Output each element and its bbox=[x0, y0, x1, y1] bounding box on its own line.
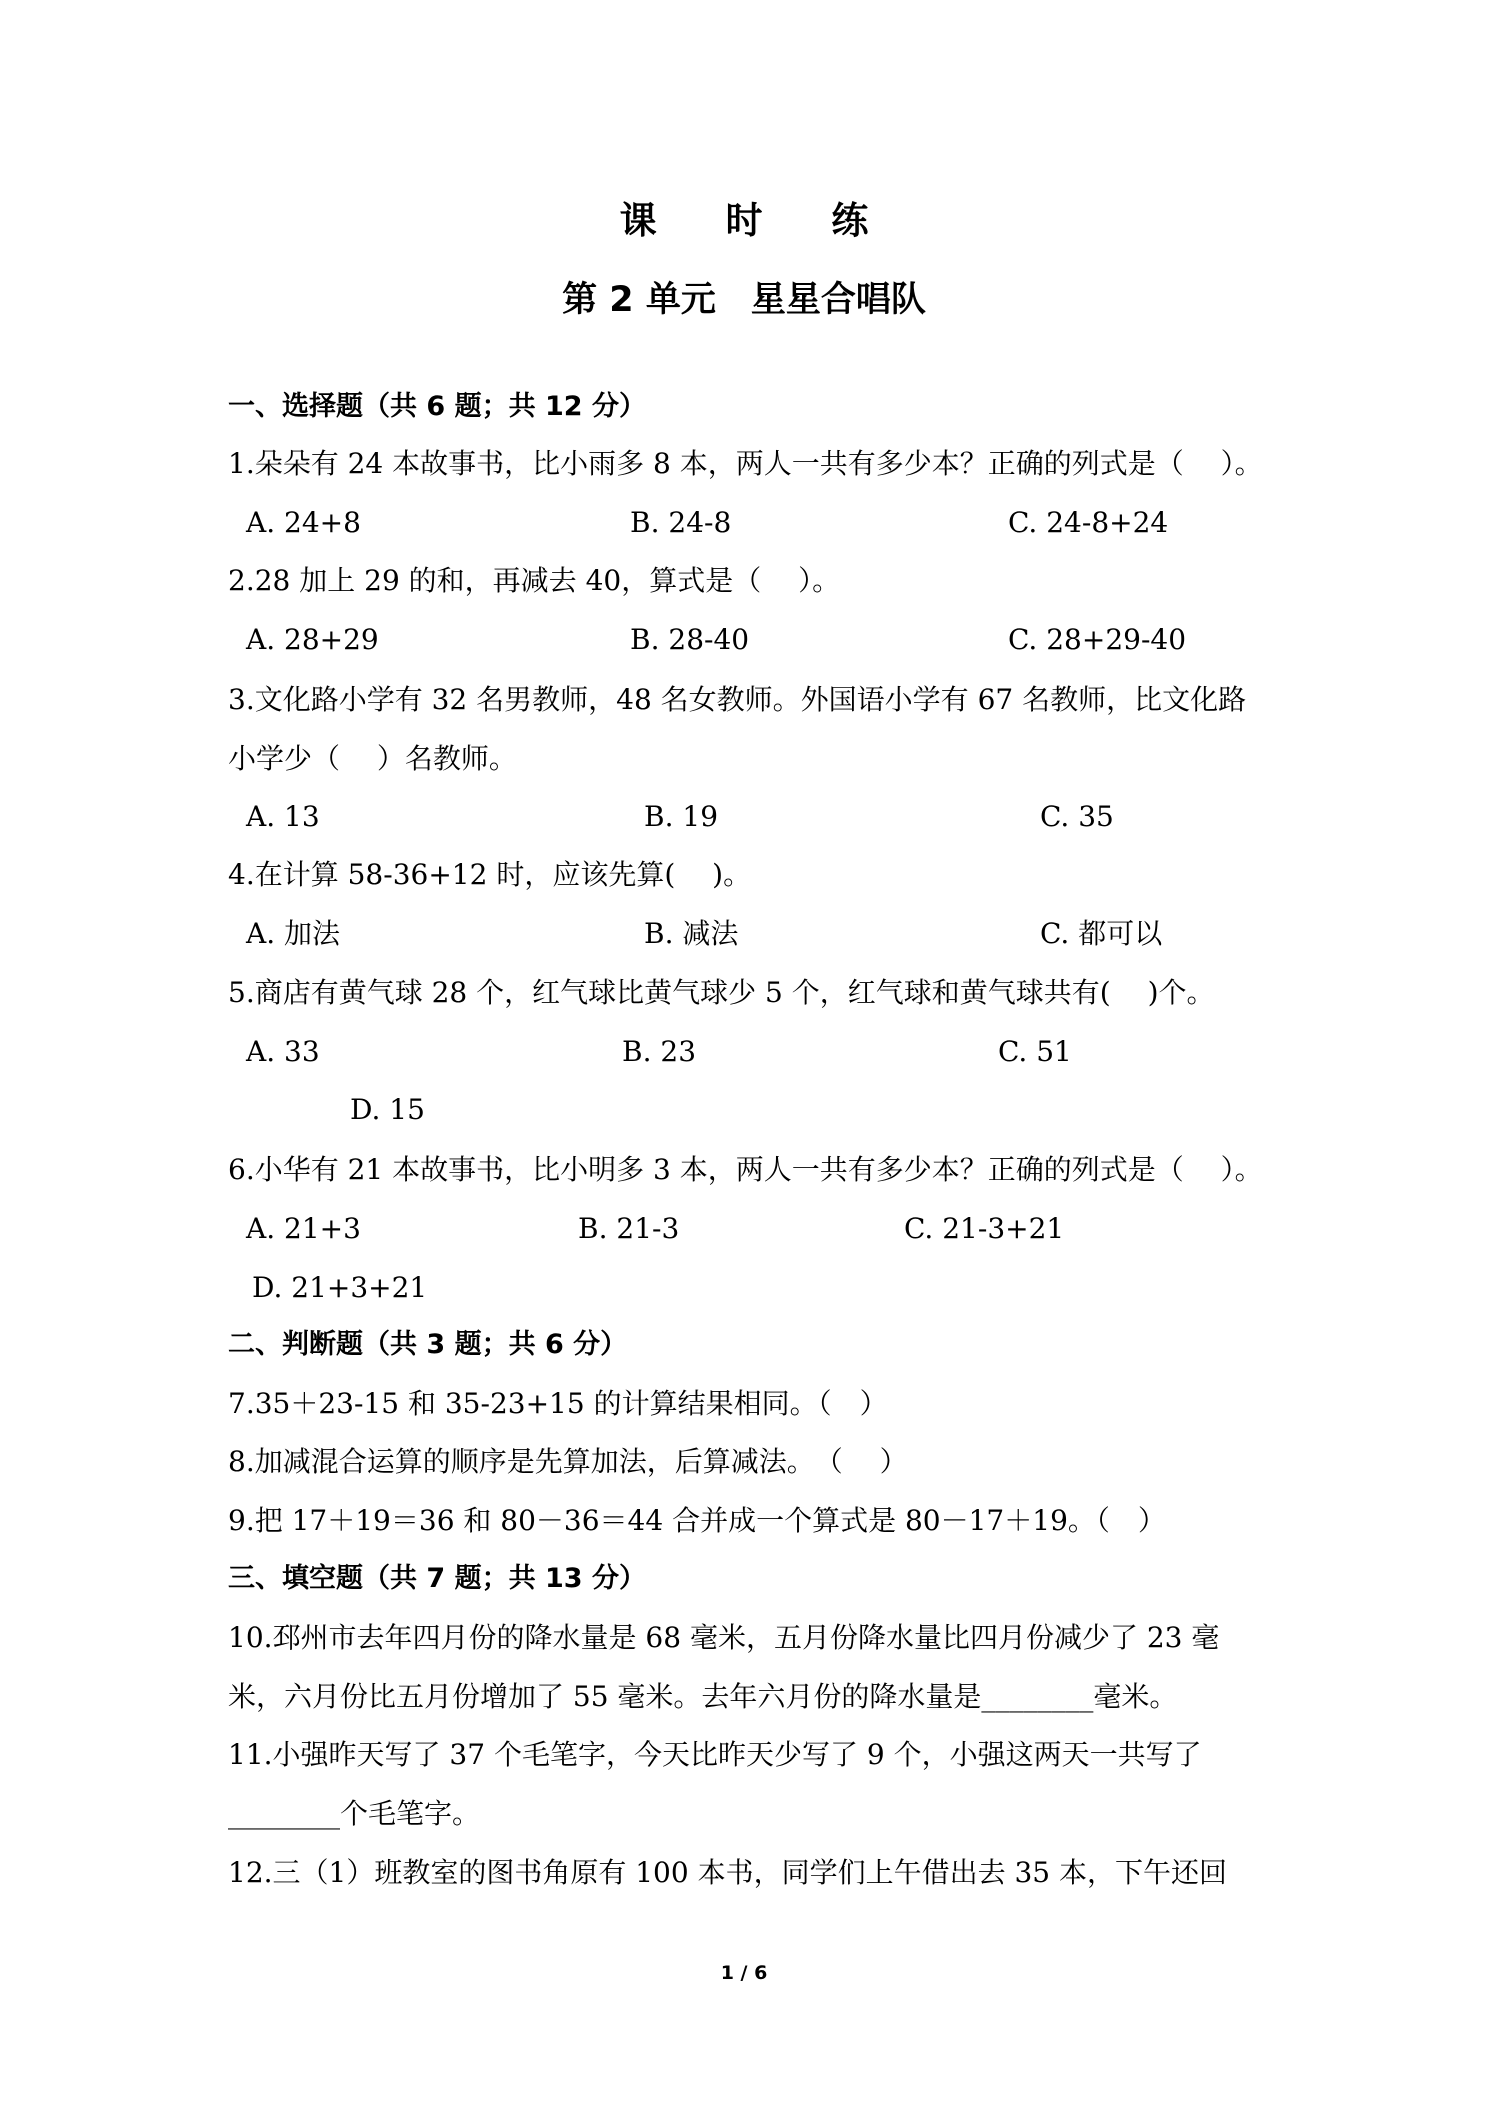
section-heading-judge: 二、判断题（共 3 题；共 6 分） bbox=[228, 1329, 628, 1360]
question-5: 5.商店有黄气球 28 个，红气球比黄气球少 5 个，红气球和黄气球共有( )个。 bbox=[228, 976, 1215, 1009]
question-3-line-2: 小学少（ ）名教师。 bbox=[228, 742, 517, 775]
q4-option-b: B. 减法 bbox=[644, 917, 739, 950]
q2-option-b: B. 28-40 bbox=[630, 623, 750, 656]
question-8: 8.加减混合运算的顺序是先算加法，后算减法。 （ ） bbox=[228, 1445, 908, 1478]
q5-option-a: A. 33 bbox=[246, 1035, 320, 1068]
unit-subtitle: 第 2 单元 星星合唱队 bbox=[562, 280, 926, 320]
q6-option-b: B. 21-3 bbox=[578, 1212, 680, 1245]
q5-option-b: B. 23 bbox=[622, 1035, 697, 1068]
question-10-line-1: 10.邳州市去年四月份的降水量是 68 毫米，五月份降水量比四月份减少了 23 毫 bbox=[228, 1621, 1220, 1654]
question-6: 6.小华有 21 本故事书，比小明多 3 本，两人一共有多少本？正确的列式是（ ）。 bbox=[228, 1153, 1263, 1186]
q5-option-d: D. 15 bbox=[350, 1093, 425, 1126]
question-11-line-2: ________个毛笔字。 bbox=[228, 1797, 481, 1830]
q3-option-a: A. 13 bbox=[246, 800, 320, 833]
question-10-line-2: 米，六月份比五月份增加了 55 毫米。去年六月份的降水量是________毫米。 bbox=[228, 1680, 1178, 1713]
section-heading-choice: 一、选择题（共 6 题；共 12 分） bbox=[228, 391, 646, 422]
q1-option-b: B. 24-8 bbox=[630, 506, 732, 539]
q1-option-c: C. 24-8+24 bbox=[1008, 506, 1169, 539]
q3-option-c: C. 35 bbox=[1040, 800, 1114, 833]
question-3-line-1: 3.文化路小学有 32 名男教师，48 名女教师。外国语小学有 67 名教师，比文化路 bbox=[228, 683, 1247, 716]
q1-option-a: A. 24+8 bbox=[246, 506, 361, 539]
question-11-line-1: 11.小强昨天写了 37 个毛笔字，今天比昨天少写了 9 个，小强这两天一共写了 bbox=[228, 1738, 1202, 1771]
q6-option-a: A. 21+3 bbox=[246, 1212, 361, 1245]
q2-option-a: A. 28+29 bbox=[246, 623, 379, 656]
q3-option-b: B. 19 bbox=[644, 800, 719, 833]
document-title: 课 时 练 bbox=[619, 199, 897, 242]
question-9: 9.把 17＋19＝36 和 80－36＝44 合并成一个算式是 80－17＋19。（ ） bbox=[228, 1504, 1166, 1537]
q5-option-c: C. 51 bbox=[998, 1035, 1072, 1068]
page-number: 1 / 6 bbox=[720, 1962, 768, 1984]
q4-option-a: A. 加法 bbox=[246, 917, 341, 950]
q4-option-c: C. 都可以 bbox=[1040, 917, 1163, 950]
question-12-line-1: 12.三（1）班教室的图书角原有 100 本书，同学们上午借出去 35 本，下午还回 bbox=[228, 1856, 1228, 1889]
section-heading-fill: 三、填空题（共 7 题；共 13 分） bbox=[228, 1563, 646, 1594]
q6-option-c: C. 21-3+21 bbox=[904, 1212, 1065, 1245]
question-4: 4.在计算 58-36+12 时，应该先算( )。 bbox=[228, 858, 752, 891]
question-1: 1.朵朵有 24 本故事书，比小雨多 8 本，两人一共有多少本？正确的列式是（ ）。 bbox=[228, 447, 1263, 480]
q2-option-c: C. 28+29-40 bbox=[1008, 623, 1187, 656]
question-2: 2.28 加上 29 的和，再减去 40，算式是（ ）。 bbox=[228, 564, 841, 597]
q6-option-d: D. 21+3+21 bbox=[252, 1271, 428, 1304]
question-7: 7.35＋23-15 和 35-23+15 的计算结果相同。（ ） bbox=[228, 1387, 888, 1420]
